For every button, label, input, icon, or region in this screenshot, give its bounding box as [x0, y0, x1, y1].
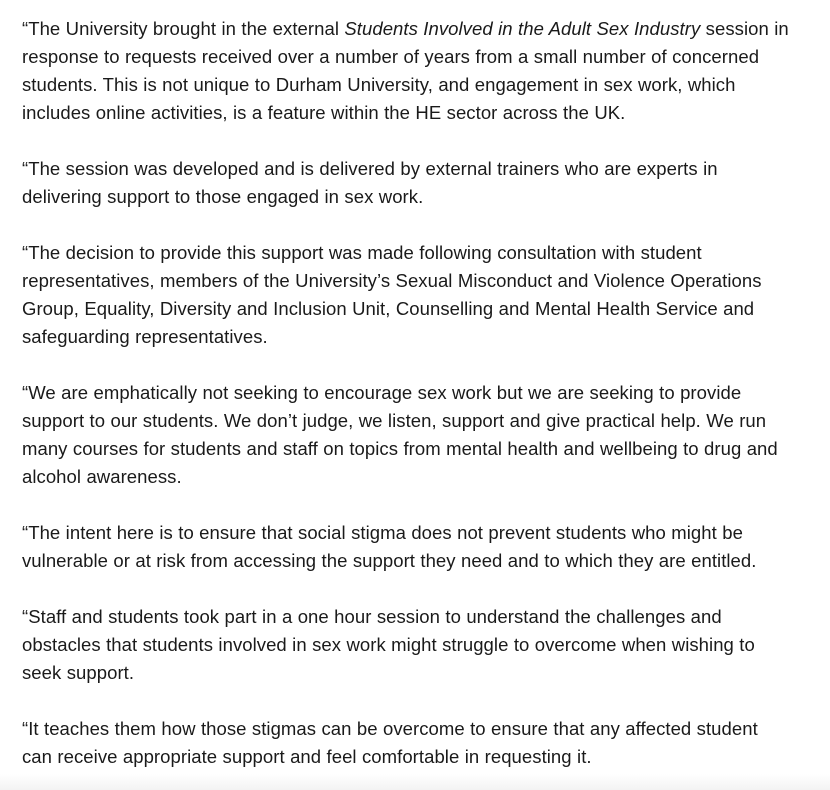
paragraph-line: “Staff and students took part in a one hour session to understand the challenges and	[22, 606, 722, 627]
paragraph-1	[22, 15, 830, 127]
bottom-fade	[0, 774, 830, 790]
text-run: session in	[700, 18, 789, 39]
paragraph-line: students. This is not unique to Durham University, and engagement in sex work, which	[22, 74, 736, 95]
paragraph-line: many courses for students and staff on topics from mental health and wellbeing to drug and	[22, 438, 778, 459]
paragraph-5	[22, 519, 830, 575]
paragraph-line: delivering support to those engaged in sex work.	[22, 186, 424, 207]
session-title: Students Involved in the Adult Sex Industry	[344, 18, 701, 39]
paragraph-line: “The decision to provide this support was made following consultation with student	[22, 242, 702, 263]
paragraph-line: alcohol awareness.	[22, 466, 182, 487]
paragraph-line: support to our students. We don’t judge, we listen, support and give practical help. We run	[22, 410, 767, 431]
paragraph-line: can receive appropriate support and feel comfortable in requesting it.	[22, 746, 592, 767]
paragraph-line: “It teaches them how those stigmas can be overcome to ensure that any affected student	[22, 718, 758, 739]
paragraph-line: seek support.	[22, 662, 135, 683]
paragraph-4	[22, 379, 830, 491]
paragraph-7	[22, 715, 830, 771]
paragraph-line: “The session was developed and is delivered by external trainers who are experts in	[22, 158, 718, 179]
paragraph-line: “The intent here is to ensure that social stigma does not prevent students who might be	[22, 522, 743, 543]
paragraph-line: obstacles that students involved in sex work might struggle to overcome when wishing to	[22, 634, 755, 655]
paragraph-line: representatives, members of the University’s Sexual Misconduct and Violence Operations	[22, 270, 762, 291]
paragraph-line: response to requests received over a number of years from a small number of concerned	[22, 46, 760, 67]
paragraph-line: vulnerable or at risk from accessing the support they need and to which they are entitled.	[22, 550, 757, 571]
paragraph-2	[22, 155, 830, 211]
paragraph-line	[22, 15, 827, 43]
paragraph-6	[22, 603, 830, 687]
text-run: “The University brought in the external	[22, 18, 345, 39]
paragraph-line: “We are emphatically not seeking to encourage sex work but we are seeking to provide	[22, 382, 742, 403]
paragraph-line: includes online activities, is a feature within the HE sector across the UK.	[22, 102, 626, 123]
paragraph-line: safeguarding representatives.	[22, 326, 268, 347]
paragraph-line: Group, Equality, Diversity and Inclusion Unit, Counselling and Mental Health Service and	[22, 298, 755, 319]
paragraph-3	[22, 239, 830, 351]
